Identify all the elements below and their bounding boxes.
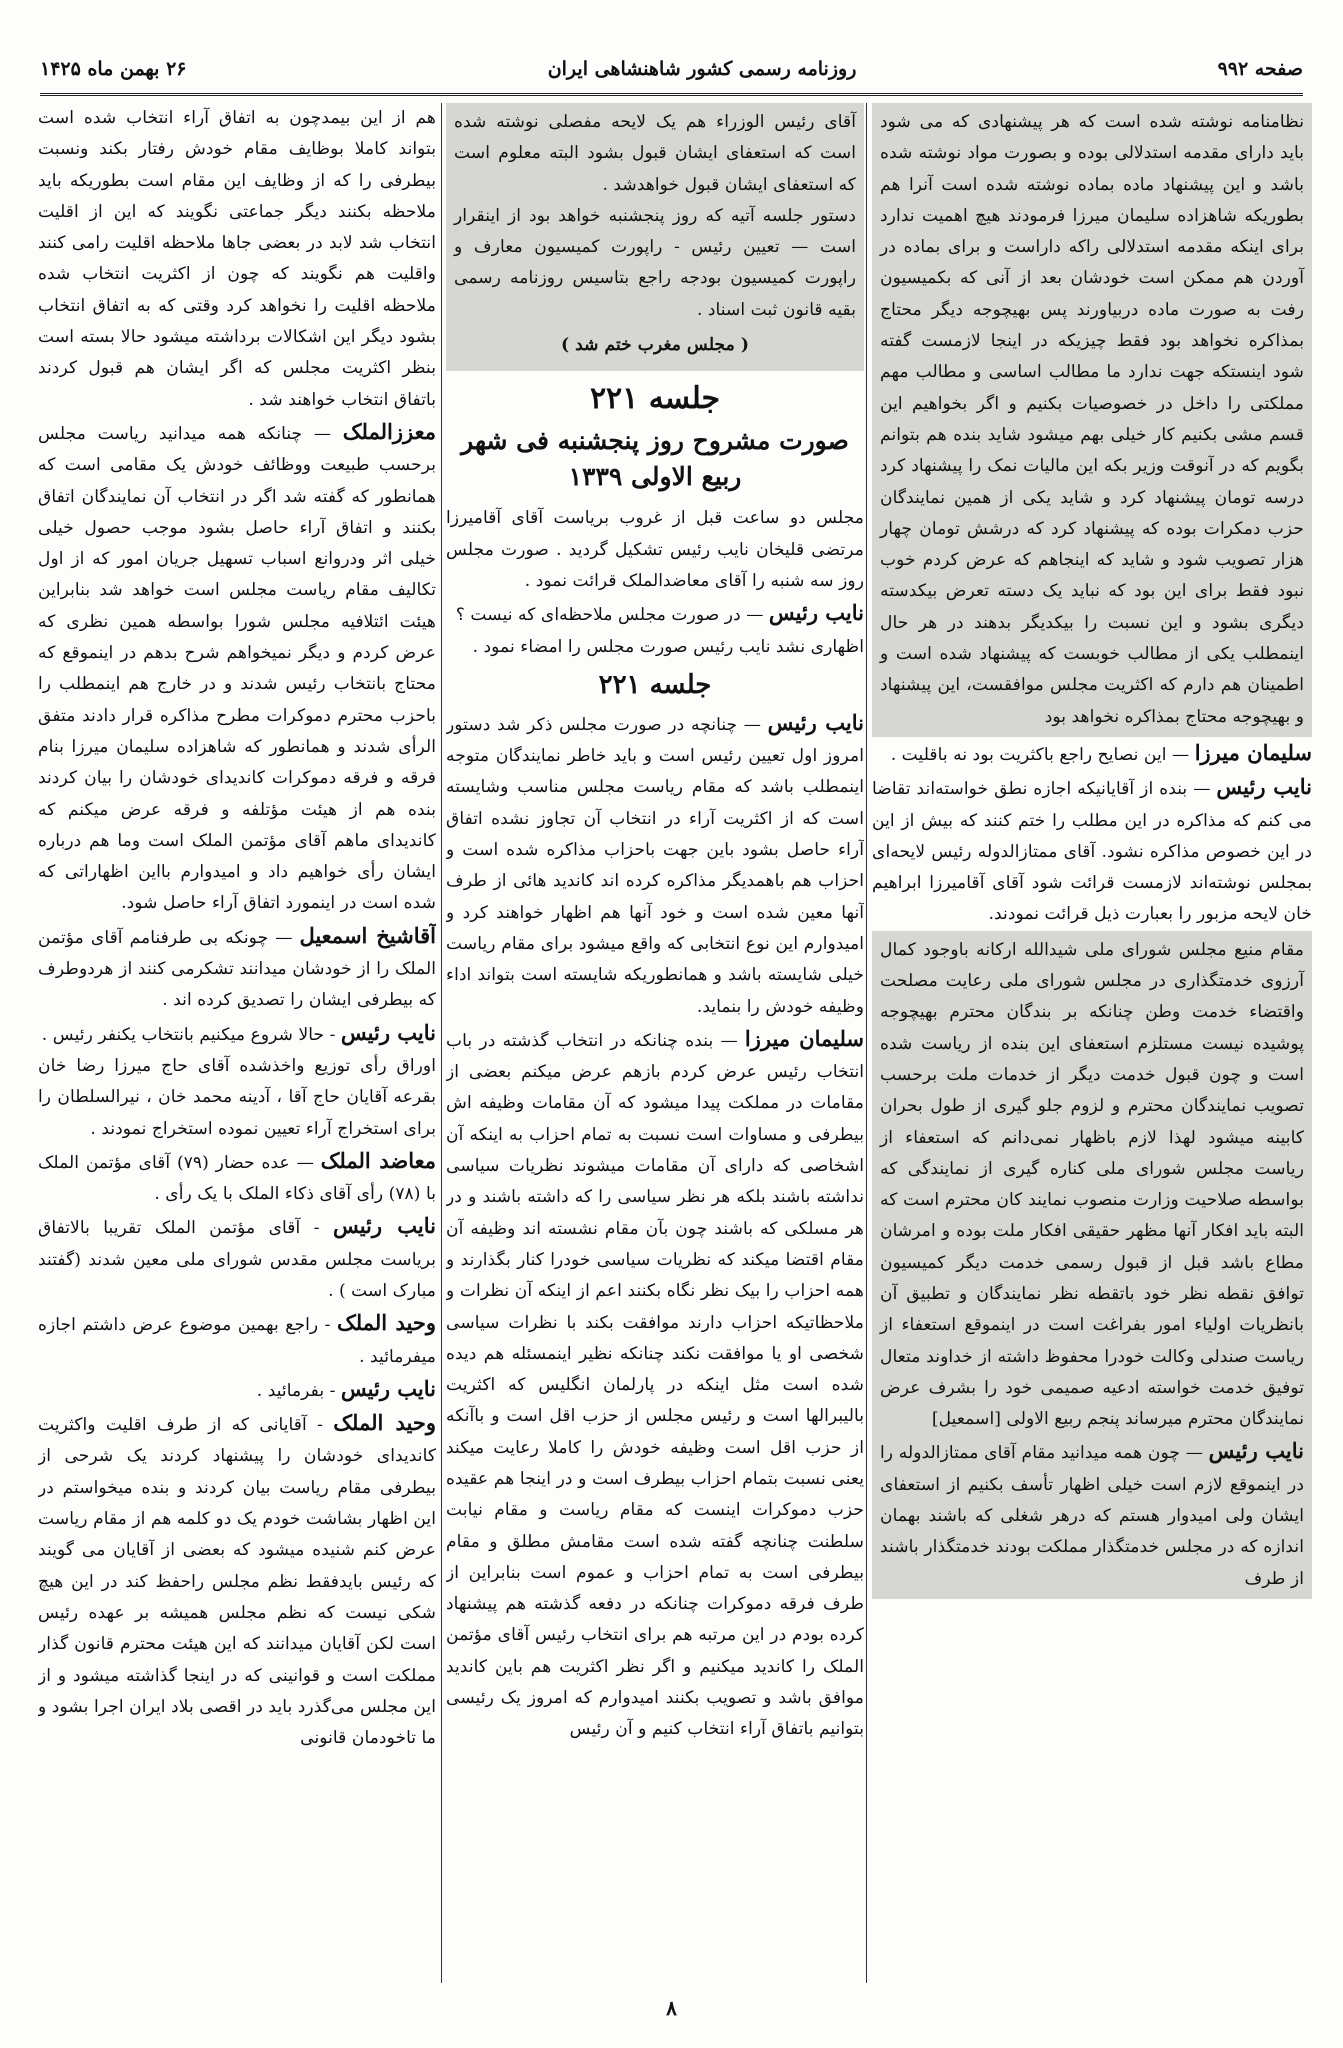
session-title: جلسه ۲۲۱	[598, 669, 712, 700]
column-divider	[866, 103, 867, 1983]
paragraph: هم از این بیمدچون به اتفاق آراء انتخاب شده است بتواند کاملا بوظایف مقام خودش رفتار بکند ونسبت بیطرفی را که از وظایف این مقام است بطوریکه باید ملاحظه بکنند دیگر جماعتی نگویند که این از اقلیت انتخاب شد لابد در بعضی جاها ملاحظه اقلیت رامی کنند واقلیت هم نگویند که چون از اکثریت انتخاب شده ملاحظه اقلیت را نخواهد کرد وقتی که به اتفاق انتخاب بشود دیگر این اشکالات برداشته میشود حالا بسته است بنظر اکثریت مجلس که اگر ایشان هم قبول کردند باتفاق انتخاب خواهند شد .	[38, 108, 436, 410]
speech	[38, 920, 436, 1017]
speech	[38, 1017, 436, 1051]
paragraph: اوراق رأی توزیع واخذشده آقای حاج میرزا رضا خان بقرعه آقایان حاج آقا ، آدینه محمد خان ، نیرالسلطان را برای استخراج آراء تعیین نموده استخراج نمودند .	[38, 1055, 436, 1139]
speech	[38, 1210, 436, 1307]
speech	[872, 737, 1312, 771]
speaker-name: معززالملک	[342, 418, 436, 444]
speech	[38, 416, 436, 920]
speech	[38, 1407, 436, 1754]
speech-text: — چونکه بی طرفنامم آقای مؤتمن الملک را از خودشان میدانند تشکرمی کنند از هردوطرف که بیطرفی ایشان را تصدیق کرده اند .	[38, 927, 436, 1011]
speech-text: — عده حضار (۷۹) آقای مؤتمن الملک با (۷۸) رأی آقای ذکاء الملک با یک رأی .	[38, 1152, 436, 1205]
session-subtitle: صورت مشروح روز پنجشنبه فی شهر ربیع الاولی ۱۳۳۹	[461, 426, 849, 492]
paragraph: مقام منیع مجلس شورای ملی شیدالله ارکانه باوجود کمال آرزوی خدمتگذاری در مجلس شورای ملی رعایت مصلحت واقتضاء خدمت وطن چنانکه بر بندگان محترم بهیچوجه پوشیده نیست مستلزم استعفای این بنده از ریاست شده است و چون قبول خدمت دیگر از خدمات ملت برحسب تصویب نمایندگان محترم و لزوم جلو گیری از طول بحران کابینه میشود لهذا لازم باظهار نمی‌دانم که استعفاء از ریاست مجلس شورای ملی کناره گیری از نمایندگی که بواسطه صلاحیت وزارت منصوب نمایند کان محترم است که البته باید افکار آنها مظهر حقیقی افکار ملت بوده و امرشان مطاع باشد قبل از قبول رسمی خدمت دیگر کمیسیون توافق نقطه نظر خود باتقطه نظر نمایندگان و تطبیق آن بانظریات اولیاء امور بفراغت است در اینموقع استعفاء از ریاست صندلی وکالت خودرا محفوظ داشته از خداوند متعال توفیق خدمت خواسته ادعیه صمیمی خود را بشرف عرض نمایندگان محترم میرساند پنجم ربیع الاولی [اسمعیل]	[880, 939, 1304, 1430]
speech	[446, 1023, 864, 1746]
speech	[38, 1145, 436, 1211]
column-divider	[441, 103, 442, 1983]
speech-text: - راجع بهمین موضوع عرض داشتم اجازه میفرمائید .	[38, 1315, 436, 1367]
session-title: جلسه ۲۲۱	[589, 381, 721, 417]
speaker-name: معاضد الملک	[320, 1147, 436, 1173]
paragraph: آقای رئیس الوزراء هم یک لایحه مفصلی نوشته شده است که استعفای ایشان قبول بشود البته معلوم است که استعفای ایشان قبول خواهدشد .	[454, 112, 856, 195]
speech	[872, 771, 1312, 930]
issue-date: ۲۶ بهمن ماه ۱۴۲۵	[40, 58, 187, 80]
shaded-block	[446, 103, 864, 371]
speech-text: — چنانچه در صورت مجلس ذکر شد دستور امروز اول تعیین رئیس است و باید خاطر نمایندگان متوجه اینمطلب باشد که مقام ریاست مجلس مناسب وشایسته است که از اکثریت آراء در انتخاب آن تجاوز نشده اتفاق آراء حاصل بشود باین جهت باحزاب مذاکره شده است و احزاب هم باهمدیگر مذاکره کرده اند کاندید هائی از طرف آنها معین شده است و خود آنها هم اظهار خواهند کرد و امیدوارم این نوع انتخابی که واقع میشود برای مقام ریاست خیلی شایسته باشد و همانطوریکه شایسته است بتواند اداء وظیفه خودش را بنماید.	[446, 714, 864, 1017]
speech-text: - آقای مؤتمن الملک تقریبا بالاتفاق بریاست مجلس مقدس شورای ملی معین شدند (گفتند مبارک است ) .	[38, 1218, 436, 1301]
speaker-name: نایب رئیس	[340, 1375, 436, 1401]
paragraph: اظهاری نشد نایب رئیس صورت مجلس را امضاء نمود .	[472, 636, 864, 657]
speaker-name: نایب رئیس	[332, 1213, 436, 1239]
speech-text: — این نصایح راجع باکثریت بود نه باقلیت .	[890, 744, 1190, 765]
speech-text: - حالا شروع میکنیم بانتخاب یکنفر رئیس .	[41, 1024, 336, 1045]
page-number: ۸	[666, 1996, 677, 2020]
shaded-block	[872, 103, 1312, 737]
middle-column	[446, 103, 864, 1983]
speech-text: - آقایانی که از طرف اقلیت واکثریت کاندیدای خودشان را پیشنهاد کردند یک شرحی از بیطرفی مقام ریاست بیان کردند و بنده میخواستم در این اظهار بشاشت خودم یک دو کلمه هم از مقام ریاست عرض کنم شنیده میشود که بعضی از آقایان می گویند که رئیس بایدفقط نظم مجلس راحفظ کند در این هیچ شکی نیست که نظم مجلس همیشه بر عهده رئیس است لکن آقایان میدانند که این هیئت محترم قانون گذار مملکت است و قوانینی که در اینجا گذاشته میشود و از این مجلس می‌گذرد باید در اقصی بلاد ایران اجرا بشود و ما تاخودمان قانونی	[38, 1415, 436, 1749]
speech	[38, 1307, 436, 1373]
session-closing: ( مجلس مغرب ختم شد )	[561, 335, 749, 356]
header-rule	[40, 93, 1303, 96]
right-column	[872, 103, 1312, 1983]
speech-text: — بنده از آقایانیکه اجازه نطق خواسته‌اند تقاضا می کنم که مذاکره در این مطلب را ختم کنند که بیش از این در این خصوص مذاکره نشود. آقای ممتازالدوله رئیس لایحه‌ای بمجلس نوشته‌اند لازمست قرائت شود آقای آقامیرزا ابراهیم خان لایحه مزبور را بعبارت ذیل قرائت نمودند.	[872, 779, 1312, 925]
page-label: صفحه ۹۹۲	[1217, 58, 1303, 80]
paragraph: دستور جلسه آتیه که روز پنجشنبه خواهد بود از اینقرار است — تعیین رئیس - راپورت کمیسیون معارف و راپورت کمیسیون بودجه راجع بتاسیس روزنامه رسمی بقیه قانون ثبت اسناد .	[454, 205, 856, 320]
speaker-name: وحید الملک	[333, 1410, 436, 1436]
speech	[446, 597, 864, 631]
speech	[38, 1373, 436, 1407]
speaker-name: نایب رئیس	[767, 709, 864, 735]
speech-text: — چنانکه همه میدانید ریاست مجلس برحسب طبیعت ووظائف خودش یک مقامی است که همانطور که گفته شد اگر در انتخاب آن نمایندگان اتفاق بکنند و اتفاق آراء حاصل بشود موجب حصول خیلی خیلی اثر ودروانع اسباب تسهیل جریان امور که از اول تکالیف مقام ریاست مجلس است خواهد شد بنابراین هیئت ائتلافیه مجلس شورا بواسطه همین نظری که عرض کردم و دیگر نمیخواهم شرح بدهم در اینموقع که محتاج بانتخاب رئیس شدند و در خارج هم اینمطلب را باحزب محترم دموکرات مطرح مذاکره قرار دادند متفق الرأی شدند و همانطور که شاهزاده سلیمان میرزا بنام فرقه و فرقه دموکرات کاندیدای خودشان را بیان کردند بنده هم از هیئت مؤتلفه و فرقه عرض میکنم که کاندیدای ماهم آقای مؤتمن الملک است وما هم درباره ایشان رأی خواهیم داد و امیدوارم بااین اظهاراتی که شده است در اینمورد اتفاق آراء حاصل شود.	[38, 423, 436, 914]
newspaper-title: روزنامه رسمی کشور شاهنشاهی ایران	[547, 58, 857, 80]
shaded-letter	[872, 931, 1312, 1599]
speech-text: - بفرمائید .	[256, 1380, 336, 1401]
speaker-name: سلیمان میرزا	[744, 1025, 864, 1051]
left-column	[38, 103, 436, 1983]
speech-text: — چون همه میدانید مقام آقای ممتازالدوله را در اینموقع لازم است خیلی اظهار تأسف بکنیم از استعفای ایشان ولی امیدوار هستم که درهر شغلی که باشند بهمان اندازه که در مجلس خدمتگذار مملکت بودند خدمتگذار باشند از طرف	[880, 1443, 1304, 1589]
speech	[446, 707, 864, 1023]
speech-text: — در صورت مجلس ملاحظه‌ای که نیست ؟	[455, 605, 764, 626]
page-header	[40, 48, 1303, 90]
paragraph: نظامنامه نوشته شده است که هر پیشنهادی که می شود باید دارای مقدمه استدلالی بوده و بصورت مواد نوشته شده باشد و این پیشنهاد ماده بماده نوشته شده است آنرا هم بطوریکه شاهزاده سلیمان میرزا فرمودند هیچ اهمیت ندارد برای اینکه مقدمه استدلالی راکه داراست و برای بماده در آوردن هم ممکن است خودشان بعد از آنی که بکمیسیون رفت به صورت ماده دربیاورند پس بهیچوجه دیگر محتاج بمذاکره نخواهد بود فقط چیزیکه در اینجا لازمست گفته شود اینستکه جهت ندارد ما مطالب اساسی و مطالب مهم مملکتی را داخل در خصوصیات بکنیم و اگر بخواهیم این قسم مشی بکنیم کار خیلی بهم میشود شاید بنده هم بتوانم بگویم که در آنوقت وزیر بکه این مالیات نمک را پیشنهاد کرد درسه تومان پیشنهاد کرد و شاید یکی از همین نمایندگان حزب دمکرات بوده که پیشنهاد کرد که درشش تومان چهار هزار تصویب شود و شاید که اینجاهم که عرض کردم خوب نبود فقط برای این بود که نباید یک دسته تعرض بیکدسته دیگری بشود و این نسبت را بیکدیگر بدهند در هر حال اینمطلب یکی از مطالب خوبست که پیشنهاد شده است و اطمینان هم دارم که اکثریت مجلس موافقست، این پیشنهاد و بهیچوجه محتاج بمذاکره نخواهد بود	[880, 112, 1304, 727]
speaker-name: سلیمان میرزا	[1194, 739, 1312, 765]
speaker-name: نایب رئیس	[768, 600, 864, 626]
speech	[880, 1435, 1304, 1594]
speaker-name: وحید الملک	[337, 1310, 436, 1336]
speaker-name: نایب رئیس	[340, 1019, 436, 1045]
paragraph: مجلس دو ساعت قبل از غروب بریاست آقای آقامیرزا مرتضی قلیخان نایب رئیس تشکیل گردید . صورت مجلس روز سه شنبه را آقای معاضدالملک قرائت نمود .	[446, 508, 864, 591]
speaker-name: آقاشیخ اسمعیل	[299, 922, 436, 948]
speaker-name: نایب رئیس	[1216, 774, 1312, 800]
speaker-name: نایب رئیس	[1208, 1438, 1304, 1464]
speech-text: — بنده چنانکه در انتخاب گذشته در باب انتخاب رئیس عرض کردم بازهم عرض میکنم بعضی از مقامات در مملکت پیدا میشود که آن مقامات وظیفه اش بیطرفی و مساوات است نسبت به تمام احزاب به اینکه آن اشخاصی که دارای آن مقامات میشوند نظریات سیاسی نداشته باشند بلکه هر نظر سیاسی را که داشته باشند و در هر مسلکی که باشند چون بآن مقام نشسته اند وظیفه آن مقام اقتضا میکند که نظریات سیاسی خودرا کنار بگذارند و همه احزاب را بیک نظر نگاه بکنند اعم از اینکه آن نظرات و ملاحظاتیکه احزاب دارند موافقت بکند با نظرات سیاسی شخصی او یا موافقت نکند چنانکه نظیر اینمسئله هم دیده شده است مثل اینکه در پارلمان انگلیس که اکثریت بالیبرالها است و رئیس مجلس از حزب اقل است و باآنکه از حزب اقل است وظیفه خودش را کاملا رعایت میکند یعنی نسبت بتمام احزاب بیطرف است و در اینجا هم عقیده حزب دموکرات اینست که مقام ریاست و مقام نیابت سلطنت چنانچه گفته شده است مقامش مطلق و مقام بیطرفی است به تمام احزاب و عموم است بنابراین از طرف فرقه دموکرات چنانکه در دفعه گذشته هم پیشنهاد کرده بودم در این مرتبه هم برای انتخاب رئیس آقای مؤتمن الملک را کاندید میکنیم و اگر نظر اکثریت هم باین کاندید موافق باشد و تصویب بکنند امیدوارم که امروز یک رئیسی بتوانیم باتفاق آراء انتخاب کنیم و آن رئیس	[446, 1030, 864, 1740]
